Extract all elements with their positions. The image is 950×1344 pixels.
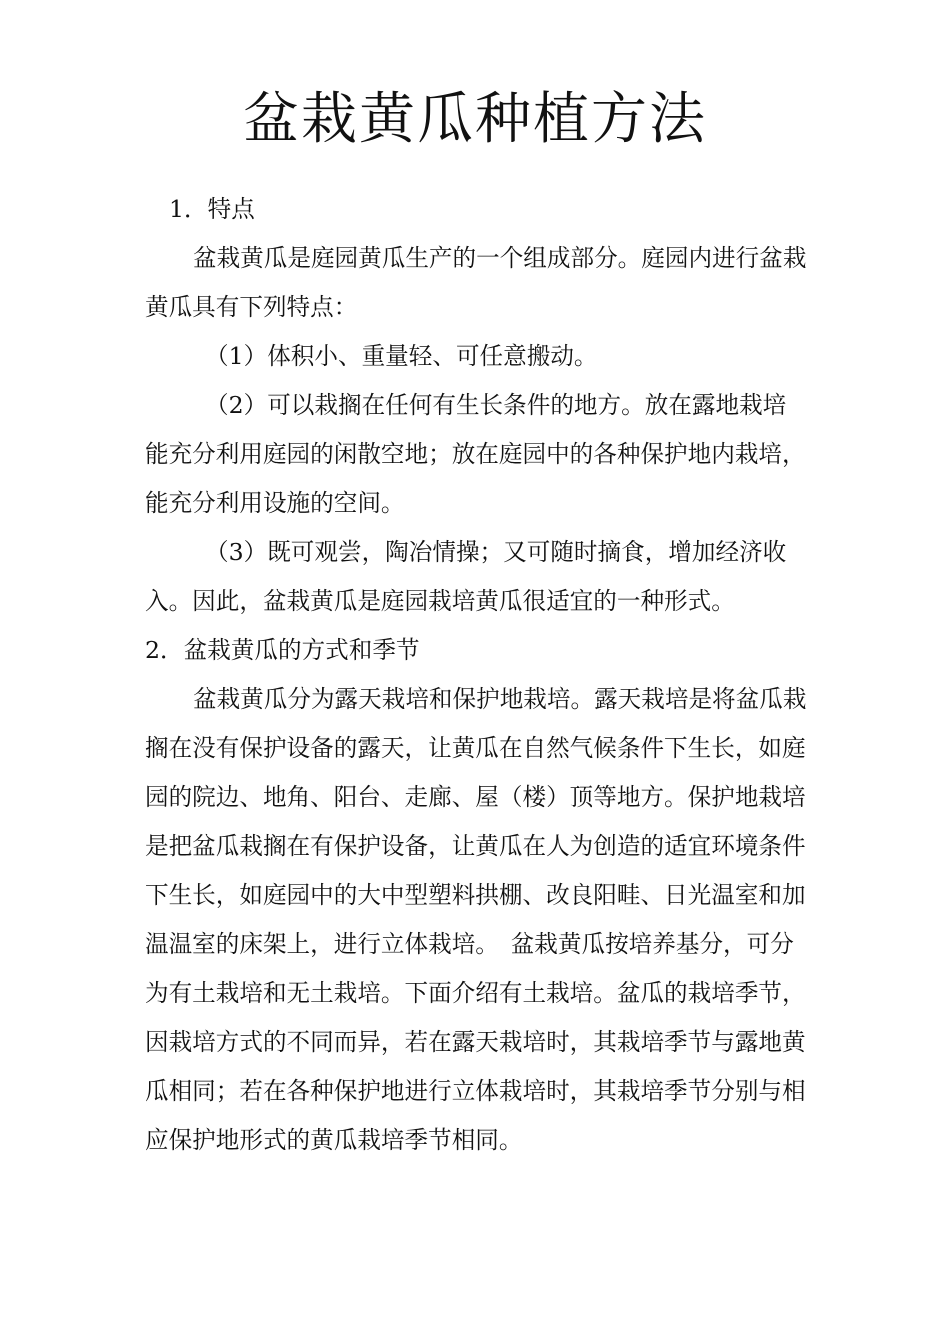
paragraph-point-3: （3）既可观尝，陶冶情操；又可随时摘食，增加经济收入。因此，盆栽黄瓜是庭园栽培黄瓜很适宜的一种形式。	[145, 538, 787, 615]
paragraph-point-1: （1）体积小、重量轻、可任意搬动。	[205, 342, 598, 370]
paragraph-intro: 盆栽黄瓜是庭园黄瓜生产的一个组成部分。庭园内进行盆栽黄瓜具有下列特点：	[145, 244, 807, 321]
document-title: 盆栽黄瓜种植方法	[243, 87, 707, 152]
paragraph-methods: 盆栽黄瓜分为露天栽培和保护地栽培。露天栽培是将盆瓜栽搁在没有保护设备的露天，让黄瓜在自然气候条件下生长，如庭园的院边、地角、阳台、走廊、屋（楼）顶等地方。保护地栽培是把盆瓜栽搁在有保护设备，让黄瓜在人为创造的适宜环境条件下生长，如庭园中的大中型塑料拱棚、改良阳畦、日光温室和加温温室的床架上，进行立体栽培。 盆栽黄瓜按培养基分，可分为有土栽培和无土栽培。下面介绍有土栽培。盆瓜的栽培季节，因栽培方式的不同而异，若在露天栽培时，其栽培季节与露地黄瓜相同；若在各种保护地进行立体栽培时，其栽培季节分别与相应保护地形式的黄瓜栽培季节相同。	[145, 685, 807, 1154]
section-heading-1: 1．特点	[169, 195, 255, 223]
document-body	[145, 185, 807, 1165]
paragraph-point-2: （2）可以栽搁在任何有生长条件的地方。放在露地栽培能充分利用庭园的闲散空地；放在庭园中的各种保护地内栽培，能充分利用设施的空间。	[145, 391, 806, 517]
section-heading-2: 2．盆栽黄瓜的方式和季节	[145, 636, 420, 664]
